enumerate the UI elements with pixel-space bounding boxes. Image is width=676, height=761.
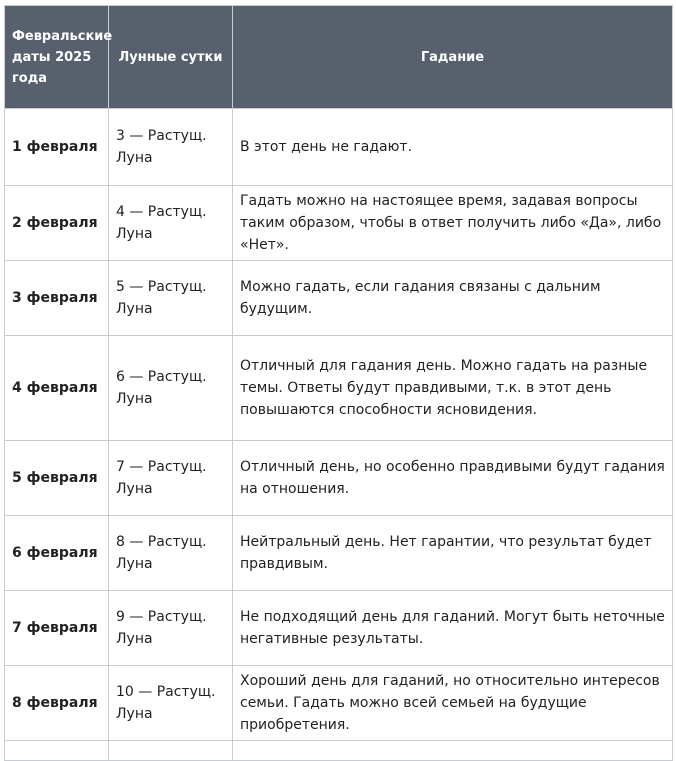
header-lunar-day: Лунные сутки [109, 6, 233, 109]
cell-divination: В этот день не гадают. [233, 109, 673, 186]
table-row [5, 441, 673, 516]
cell-lunar-day: 6 — Растущ. Луна [109, 336, 233, 441]
cell-date: 6 февраля [5, 516, 109, 591]
table-row [5, 109, 673, 186]
cell-date: 1 февраля [5, 109, 109, 186]
cell-divination: Не подходящий день для гаданий. Могут быть неточные негативные результаты. [233, 591, 673, 666]
header-divination: Гадание [233, 6, 673, 109]
cell-lunar-day: 4 — Растущ. Луна [109, 186, 233, 261]
table-row [5, 261, 673, 336]
table-header [5, 6, 673, 109]
cell-lunar-day: 8 — Растущ. Луна [109, 516, 233, 591]
cell-lunar-day: 5 — Растущ. Луна [109, 261, 233, 336]
table-row [5, 336, 673, 441]
divination-table-container [4, 5, 672, 761]
cell-divination: Гадать можно на настоящее время, задавая вопросы таким образом, чтобы в ответ получить либо «Да», либо «Нет». [233, 186, 673, 261]
cell-lunar-day: 3 — Растущ. Луна [109, 109, 233, 186]
cell-divination: Хороший день для гаданий, но относительно интересов семьи. Гадать можно всей семьей на будущие приобретения. [233, 666, 673, 741]
cell-lunar-day: 10 — Растущ. Луна [109, 666, 233, 741]
cell-date: 4 февраля [5, 336, 109, 441]
table-row [5, 186, 673, 261]
cell-empty [109, 741, 233, 761]
cell-date: 8 февраля [5, 666, 109, 741]
cell-date: 3 февраля [5, 261, 109, 336]
cell-lunar-day: 9 — Растущ. Луна [109, 591, 233, 666]
cell-divination: Можно гадать, если гадания связаны с дальним будущим. [233, 261, 673, 336]
cell-date: 5 февраля [5, 441, 109, 516]
cell-empty [5, 741, 109, 761]
divination-calendar-table [4, 5, 673, 761]
cell-divination: Нейтральный день. Нет гарантии, что результат будет правдивым. [233, 516, 673, 591]
table-row [5, 666, 673, 741]
cell-date: 2 февраля [5, 186, 109, 261]
header-row [5, 6, 673, 109]
table-row [5, 591, 673, 666]
cell-empty [233, 741, 673, 761]
cell-divination: Отличный для гадания день. Можно гадать на разные темы. Ответы будут правдивыми, т.к. в этот день повышаются способности ясновидения. [233, 336, 673, 441]
cell-lunar-day: 7 — Растущ. Луна [109, 441, 233, 516]
cell-date: 7 февраля [5, 591, 109, 666]
table-row-partial [5, 741, 673, 761]
header-date: Февральские даты 2025 года [5, 6, 109, 109]
cell-divination: Отличный день, но особенно правдивыми будут гадания на отношения. [233, 441, 673, 516]
table-row [5, 516, 673, 591]
table-body [5, 109, 673, 761]
